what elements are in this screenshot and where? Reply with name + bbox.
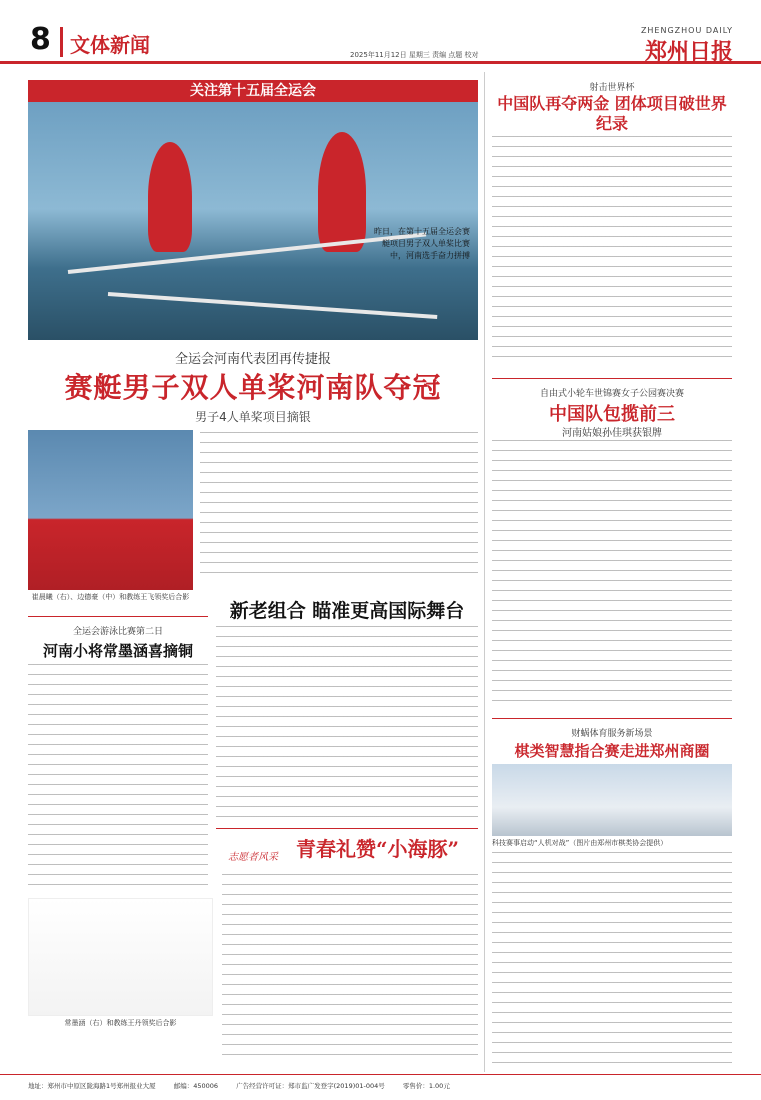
volunteer-tag: 志愿者风采 [228,852,278,863]
lead-headline: 赛艇男子双人单桨河南队夺冠 [64,371,442,404]
combo-headline: 新老组合 瞄准更高国际舞台 [229,600,465,622]
rower-figure [318,132,366,252]
footer-postcode: 邮编：450006 [173,1082,219,1090]
rowing-photo-caption: 昨日，在第十五届全运会赛艇项目男子双人单桨比赛中，河南选手奋力拼搏 [374,227,470,260]
rower-figure [148,142,192,252]
footer-address: 地址：郑州市中原区陇海路1号郑州报业大厦 [28,1082,156,1090]
section-rule [216,828,478,829]
bmx-subheadline: 河南姑娘孙佳琪获银牌 [562,428,662,439]
bmx-headline: 中国队包揽前三 [549,404,675,425]
page-number-divider [60,27,63,57]
volunteer-photo-caption: 常墨涵（右）和教练王丹领奖后合影 [64,1019,177,1027]
shooting-headline: 中国队再夺两金 团体项目破世界纪录 [497,94,727,133]
volunteer-body-text [222,874,478,1064]
footer-price: 零售价：1.00元 [402,1082,450,1090]
swim-headline: 河南小将常墨涵喜摘铜 [42,642,193,660]
brand-block [641,26,733,66]
section-rule [492,378,732,379]
page-number: 8 [30,22,51,57]
winners-photo-caption: 崔晨曦（右）、边德豪（中）和教练王飞领奖后合影 [31,593,190,601]
section-title: 文体新闻 [70,33,150,57]
footer [0,1074,761,1100]
swim-body-text [28,664,208,890]
brand-logo: 郑州日报 [644,39,733,65]
oar-shape [108,292,437,319]
lead-banner: 关注第十五届全运会 [28,80,478,102]
section-rule [28,616,208,617]
chess-headline: 棋类智慧指合赛走进郑州商圈 [514,742,710,760]
bmx-kicker: 自由式小轮车世锦赛女子公园赛决赛 [539,389,684,399]
issue-info: 2025年11月12日 星期三 责编 点题 校对 [350,51,479,59]
winners-photo [28,430,193,590]
combo-body-text [216,626,478,826]
brand-name-en: ZHENGZHOU DAILY [640,26,733,35]
bmx-body-text [492,440,732,710]
swim-kicker: 全运会游泳比赛第二日 [72,627,163,637]
shooting-kicker: 射击世界杯 [589,83,635,93]
chess-photo [492,764,732,836]
column-divider [484,72,485,1072]
section-rule [492,718,732,719]
masthead [0,0,761,64]
oar-shape [68,232,426,274]
rowing-photo [28,102,478,340]
chess-kicker: 财蜗体育服务新场景 [571,729,653,739]
shooting-body-text [492,136,732,366]
chess-photo-caption: 科技赛事启动“人机对战”（图片由郑州市棋类协会提供） [492,839,668,847]
volunteer-headline: 青春礼赞“小海豚” [296,837,460,861]
lead-kicker: 全运会河南代表团再传捷报 [174,352,331,367]
lead-subheadline: 男子4人单桨项目摘银 [195,410,311,424]
lead-body-text [200,432,478,582]
footer-ad-license: 广告经营许可证：郑市监广发登字(2019)01-004号 [236,1082,385,1090]
chess-body-text [492,852,732,1064]
volunteer-photo [28,898,213,1016]
